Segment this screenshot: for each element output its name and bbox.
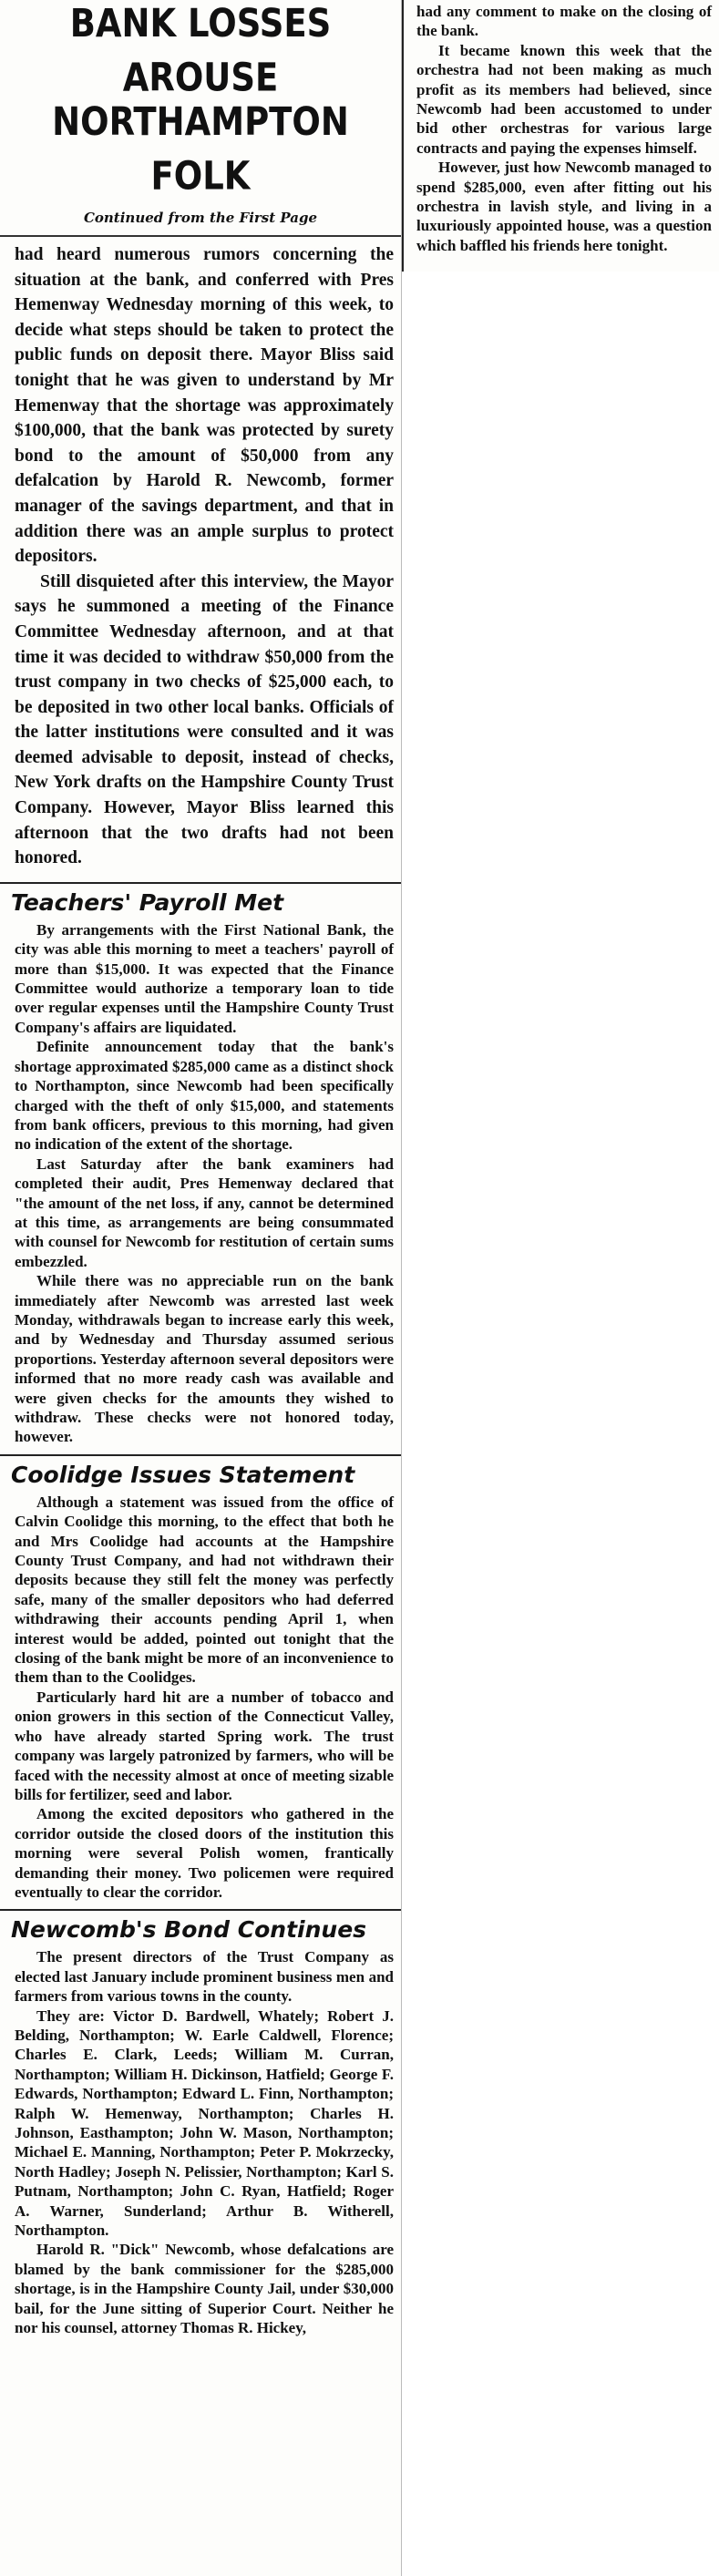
paragraph: Harold R. "Dick" Newcomb, whose defalcations are blamed by the bank commissioner for the $285,000 shortage, is in the Hampshire County Jail, under $30,000 bail, for the June sitting of Superior Court. Neither he nor his counsel, attorney Thomas R. Hickey, (15, 2241, 394, 2337)
section-heading: Newcomb's Bond Continues (11, 1916, 367, 1944)
right-column (402, 0, 719, 272)
section-coolidge-statement (0, 1454, 401, 1903)
paragraph: They are: Victor D. Bardwell, Whately; Robert J. Belding, Northampton; W. Earle Caldwell, Florence; Charles E. Clark, Leeds; William M. Curran, Northampton; William H. Dickinson, Hatfield; George F. Edwards, Northampton; Edward L. Finn, Northampton; Ralph W. Hemenway, Northampton; Charles H. Johnson, Easthampton; John W. Mason, Northampton; Michael E. Manning, Northampton; Peter P. Mokrzecky, North Hadley; Joseph N. Pelissier, Northampton; Karl S. Putnam, Northampton; John C. Ryan, Hatfield; Roger A. Warner, Sunderland; Arthur B. Witherell, Northampton. (15, 2006, 394, 2240)
headline-line-1: BANK LOSSES AROUSE (69, 0, 332, 101)
paragraph: Still disquieted after this interview, the Mayor says he summoned a meeting of the Finance Committee Wednesday afternoon, and at that time it was decided to withdraw $50,000 from the trust company in two checks of $25,000 each, to be deposited in two other local banks. Officials of the latter institutions were consulted and it was deemed advisable to deposit, instead of checks, New York drafts on the Hampshire County Trust Company. However, Mayor Bliss learned this afternoon that the two drafts had not been honored. (15, 571, 394, 868)
paragraph: While there was no appreciable run on the bank immediately after Newcomb was arrested last week Monday, withdrawals began to increase early this week, and by Wednesday and Thursday assumed serious proportions. Yesterday afternoon several depositors were informed that no more ready cash was available and were given checks for the amounts they wished to withdraw. These checks were not honored today, however. (15, 1272, 394, 1446)
paragraph: had heard numerous rumors concerning the situation at the bank, and conferred with Pres Hemenway Wednesday morning of this week, to decide what steps should be taken to protect the public funds on deposit there. Mayor Bliss said tonight that he was given to understand by Mr Hemenway that the shortage was approximately $100,000, that the bank was protected by surety bond to the amount of $50,000 from any defalcation by Harold R. Newcomb, former manager of the savings department, and that in addition there was an ample surplus to protect depositors. (15, 245, 394, 567)
paragraph: Among the excited depositors who gathered in the corridor outside the closed doors of the institution this morning were several Polish women, frantically demanding their money. Two policemen were required eventually to clear the corridor. (15, 1805, 394, 1901)
paragraph: Particularly hard hit are a number of tobacco and onion growers in this section of the Connecticut Valley, who have already started Spring work. The trust company was largely patronized by farmers, who will be faced with the necessity almost at once of meeting sizable bills for fertilizer, seed and labor. (15, 1688, 394, 1803)
paragraph: However, just how Newcomb managed to spend $285,000, even after fitting out his orchestra in lavish style, and living in a luxuriously appointed house, was a question which baffled his friends here tonight. (416, 159, 712, 254)
section-heading: Teachers' Payroll Met (11, 888, 284, 916)
section-teachers-payroll (0, 882, 401, 1447)
paragraph: had any comment to make on the closing of the bank. (416, 3, 712, 40)
continued-label: Continued from the First Page (83, 210, 318, 226)
headline (0, 0, 401, 200)
section-heading: Coolidge Issues Statement (11, 1461, 355, 1488)
headline-line-2: NORTHAMPTON FOLK (52, 98, 349, 200)
divider (0, 235, 401, 237)
section-newcomb-bond (0, 1909, 401, 2337)
paragraph: Although a statement was issued from the office of Calvin Coolidge this morning, to the effect that both he and Mrs Coolidge had accounts at the Hampshire County Trust Company, and had not withdrawn their deposits because they still felt the money was perfectly safe, many of the smaller depositors who had deferred withdrawing their accounts pending April 1, when interest would be added, pointed out tonight that the closing of the bank might be more of an inconvenience to them than to the Coolidges. (15, 1493, 394, 1687)
paragraph: Definite announcement today that the bank's shortage approximated $285,000 came as a distinct shock to Northampton, since Newcomb had been specifically charged with the theft of only $15,000, and statements from bank officers, previous to this morning, had given no indication of the extent of the shortage. (15, 1038, 394, 1154)
paragraph: By arrangements with the First National Bank, the city was able this morning to meet a teachers' payroll of more than $15,000. It was expected that the Finance Committee would authorize a temporary loan to tide over regular expenses until the Hampshire County Trust Company's affairs are liquidated. (15, 920, 394, 1036)
paragraph: The present directors of the Trust Company as elected last January include prominent business men and farmers from various towns in the county. (15, 1948, 394, 2006)
paragraph: Last Saturday after the bank examiners had completed their audit, Pres Hemenway declared that "the amount of the net loss, if any, cannot be determined at this time, as arrangements are being consummated with counsel for Newcomb for restitution of certain sums embezzled. (15, 1155, 394, 1270)
intro-text (0, 242, 401, 871)
paragraph: It became known this week that the orchestra had not been making as much profit as its members had believed, since Newcomb had been accustomed to under bid other orchestras for various large contracts and paying the expenses himself. (416, 41, 712, 157)
